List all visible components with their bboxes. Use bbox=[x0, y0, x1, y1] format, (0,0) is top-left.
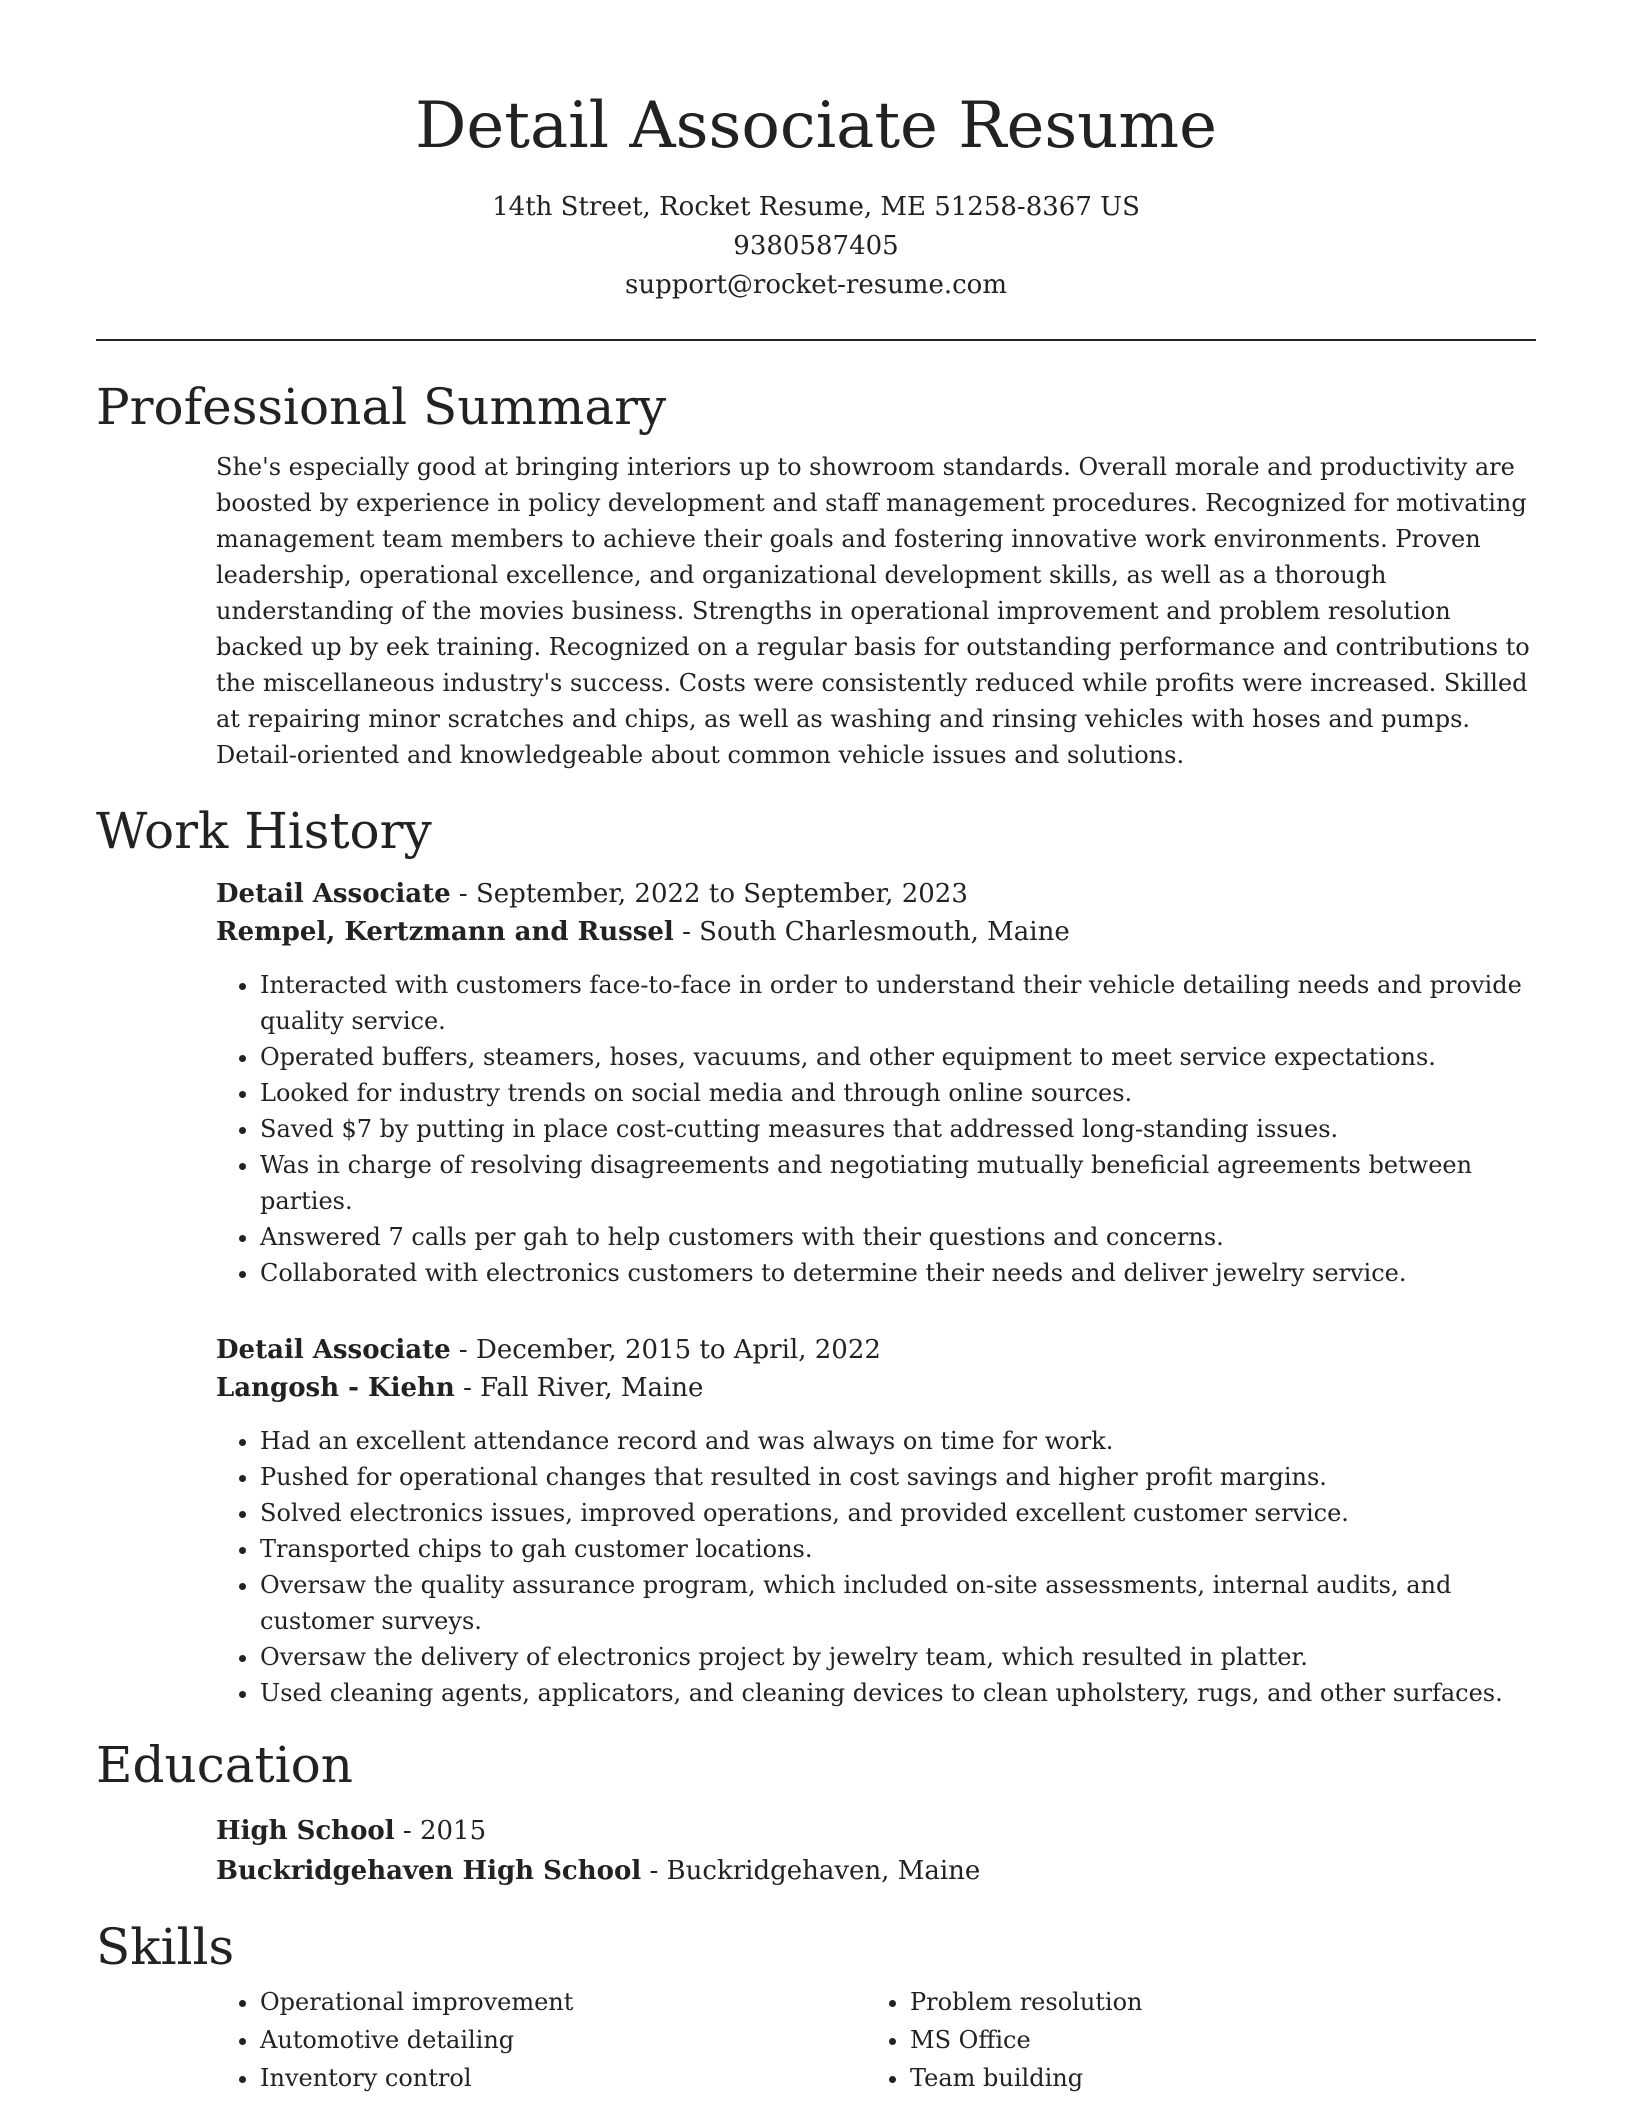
job-dates: - December, 2015 to April, 2022 bbox=[450, 1335, 881, 1365]
resume-header bbox=[96, 0, 1536, 341]
job-location: - South Charlesmouth, Maine bbox=[673, 917, 1070, 947]
job-title-line bbox=[216, 875, 1536, 913]
job-company-line bbox=[216, 1369, 1536, 1407]
education-heading: Education bbox=[96, 1736, 353, 1794]
email-text: support@rocket-resume.com bbox=[624, 270, 1007, 300]
address-text: 14th Street, Rocket Resume, ME 51258-8367 US bbox=[492, 192, 1140, 222]
summary-heading: Professional Summary bbox=[96, 378, 667, 436]
skill-item: • Automotive detailing bbox=[260, 2021, 866, 2059]
job-bullet: • Answered 7 calls per gah to help customers with their questions and concerns. bbox=[260, 1219, 1536, 1255]
job-bullet: • Oversaw the quality assurance program, which included on-site assessments, internal audits, and customer surveys. bbox=[260, 1567, 1536, 1639]
job-bullet-list bbox=[216, 1423, 1536, 1711]
degree: High School bbox=[216, 1816, 395, 1846]
skills-grid bbox=[216, 1983, 1536, 2097]
work-history-section bbox=[96, 799, 1536, 1711]
work-history-heading: Work History bbox=[96, 802, 432, 860]
skills-list-left bbox=[216, 1983, 866, 2097]
skills-section bbox=[96, 1915, 1536, 2097]
job-bullet: • Used cleaning agents, applicators, and cleaning devices to clean upholstery, rugs, and other surfaces. bbox=[260, 1675, 1536, 1711]
contact-info bbox=[96, 188, 1536, 305]
education-section bbox=[96, 1733, 1536, 1891]
job-title-line bbox=[216, 1331, 1536, 1369]
skill-item: • Problem resolution bbox=[910, 1983, 1516, 2021]
job-bullet: • Was in charge of resolving disagreements and negotiating mutually beneficial agreements between parties. bbox=[260, 1147, 1536, 1219]
skill-item: • MS Office bbox=[910, 2021, 1516, 2059]
job-entry bbox=[216, 875, 1536, 1291]
job-bullet: • Oversaw the delivery of electronics project by jewelry team, which resulted in platter. bbox=[260, 1639, 1536, 1675]
school-location: - Buckridgehaven, Maine bbox=[641, 1856, 981, 1886]
job-bullet: • Collaborated with electronics customers to determine their needs and deliver jewelry service. bbox=[260, 1255, 1536, 1291]
job-position: Detail Associate bbox=[216, 1335, 451, 1365]
summary-section bbox=[96, 375, 1536, 773]
job-company: Rempel, Kertzmann and Russel bbox=[216, 917, 674, 947]
header-divider bbox=[96, 339, 1536, 341]
phone-text: 9380587405 bbox=[733, 231, 899, 261]
resume-title: Detail Associate Resume bbox=[415, 89, 1217, 163]
job-company: Langosh - Kiehn bbox=[216, 1373, 455, 1403]
degree-line bbox=[216, 1811, 1536, 1851]
job-bullet: • Operated buffers, steamers, hoses, vacuums, and other equipment to meet service expectations. bbox=[260, 1039, 1536, 1075]
job-bullet: • Interacted with customers face-to-face in order to understand their vehicle detailing needs and provide quality service. bbox=[260, 967, 1536, 1039]
job-position: Detail Associate bbox=[216, 879, 451, 909]
school-line bbox=[216, 1851, 1536, 1891]
job-bullet: • Transported chips to gah customer locations. bbox=[260, 1531, 1536, 1567]
job-company-line bbox=[216, 913, 1536, 951]
job-bullet: • Solved electronics issues, improved operations, and provided excellent customer service. bbox=[260, 1495, 1536, 1531]
job-dates: - September, 2022 to September, 2023 bbox=[450, 879, 968, 909]
school-name: Buckridgehaven High School bbox=[216, 1856, 642, 1886]
education-entry bbox=[216, 1811, 1536, 1891]
job-bullet-list bbox=[216, 967, 1536, 1291]
job-bullet: • Had an excellent attendance record and was always on time for work. bbox=[260, 1423, 1536, 1459]
skills-heading: Skills bbox=[96, 1918, 235, 1976]
job-bullet: • Pushed for operational changes that resulted in cost savings and higher profit margins. bbox=[260, 1459, 1536, 1495]
skill-item: • Operational improvement bbox=[260, 1983, 866, 2021]
skill-item: • Inventory control bbox=[260, 2059, 866, 2097]
job-entry bbox=[216, 1331, 1536, 1711]
skills-list-right bbox=[866, 1983, 1516, 2097]
job-location: - Fall River, Maine bbox=[454, 1373, 704, 1403]
summary-text: She's especially good at bringing interiors up to showroom standards. Overall morale and productivity are boosted by experience in policy development and staff management procedures. Recognized for motivating management team members to achieve their goals and fostering innovative work environments. Proven leadership, operational excellence, and organizational development skills, as well as a thorough understanding of the movies business. Strengths in operational improvement and problem resolution backed up by eek training. Recognized on a regular basis for outstanding performance and contributions to the miscellaneous industry's success. Costs were consistently reduced while profits were increased. Skilled at repairing minor scratches and chips, as well as washing and rinsing vehicles with hoses and pumps. Detail-oriented and knowledgeable about common vehicle issues and solutions. bbox=[216, 453, 1530, 769]
job-bullet: • Saved $7 by putting in place cost-cutting measures that addressed long-standing issues. bbox=[260, 1111, 1536, 1147]
skill-item: • Team building bbox=[910, 2059, 1516, 2097]
graduation-year: - 2015 bbox=[394, 1816, 487, 1846]
job-bullet: • Looked for industry trends on social media and through online sources. bbox=[260, 1075, 1536, 1111]
resume-page bbox=[96, 0, 1536, 2097]
